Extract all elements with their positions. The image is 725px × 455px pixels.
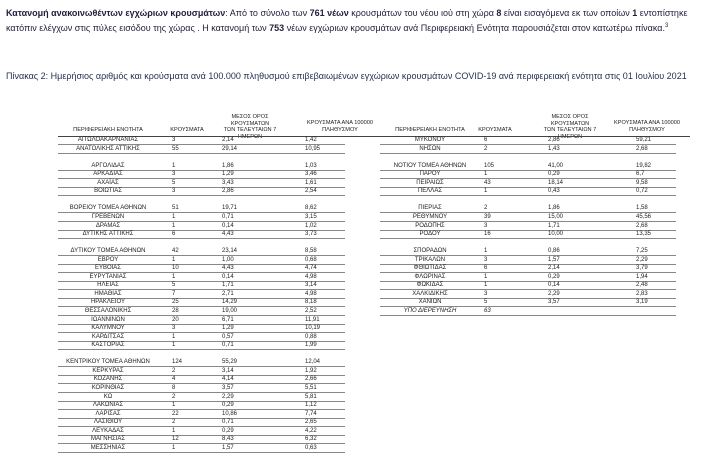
cell-cases: 3	[484, 290, 488, 297]
cell-avg: 4,43	[222, 231, 234, 238]
cell-cases: 1	[172, 333, 176, 340]
cell-cases: 20	[172, 316, 179, 323]
cell-avg: 0,71	[222, 213, 234, 220]
cell-avg: 3,43	[222, 179, 234, 186]
cell-name: ΚΟΡΙΝΘΙΑΣ	[91, 384, 125, 391]
cell-cases: 10	[172, 265, 179, 272]
cell-cases: 124	[172, 359, 183, 366]
cell-cases: 1	[172, 222, 176, 229]
cell-avg: 2,86	[222, 188, 234, 195]
cell-cases: 42	[172, 248, 179, 255]
cell-avg: 0,14	[548, 282, 560, 289]
cell-cases: 6	[172, 231, 176, 238]
cell-per: 4,74	[305, 265, 317, 272]
intro-text-2: κρουσμάτων του νέου ιού στη χώρα	[348, 8, 497, 18]
cell-name: ΝΟΤΙΟΥ ΤΟΜΕΑ ΑΘΗΝΩΝ	[393, 162, 467, 169]
cell-cases: 28	[172, 308, 179, 314]
cell-name: ΒΟΙΩΤΙΑΣ	[94, 188, 122, 195]
cell-avg: 19,00	[222, 308, 238, 314]
cell-cases: 1	[484, 282, 488, 289]
cell-per: 7,74	[305, 410, 317, 417]
cell-name: ΠΕΛΛΑΣ	[417, 188, 443, 195]
cell-cases: 12	[172, 436, 179, 443]
cell-per: 2,54	[305, 188, 317, 195]
cell-avg: 0,14	[222, 222, 234, 229]
cell-name: ΑΡΓΟΛΙΔΑΣ	[91, 162, 125, 169]
cell-per: 45,56	[636, 213, 652, 220]
cell-cases: 8	[172, 384, 176, 391]
cell-per: 2,66	[305, 376, 317, 383]
cell-cases: 1	[172, 162, 176, 169]
cell-avg: 41,00	[548, 162, 564, 169]
cell-per: 11,91	[305, 316, 320, 323]
cell-avg: 8,43	[222, 436, 234, 443]
cell-cases: 2	[172, 367, 176, 374]
cell-cases: 1	[172, 342, 176, 349]
footnote-marker: 3	[664, 23, 669, 29]
cell-avg: 10,00	[548, 231, 564, 238]
cell-per: 1,03	[305, 162, 317, 169]
header-per-line2: ΠΛΗΘΥΣΜΟΥ	[322, 126, 358, 133]
header-unit-left: ΠΕΡΙΦΕΡΕΙΑΚΗ ΕΝΟΤΗΤΑ	[73, 127, 143, 133]
cell-avg: 19,71	[222, 205, 238, 212]
cell-name: ΒΟΡΕΙΟΥ ΤΟΜΕΑ ΑΘΗΝΩΝ	[69, 205, 147, 212]
cell-name: ΗΛΕΙΑΣ	[97, 282, 119, 289]
cell-per: 0,88	[305, 333, 317, 340]
cell-per: 4,98	[305, 273, 317, 280]
cell-per: 6,7	[636, 171, 645, 178]
cell-avg: 1,57	[222, 444, 234, 451]
cell-name: ΗΡΑΚΛΕΙΟΥ	[90, 299, 126, 306]
cell-cases: 6	[484, 137, 488, 143]
intro-text-1: : Από το σύνολο των	[225, 8, 310, 18]
cell-name: ΚΕΡΚΥΡΑΣ	[92, 367, 124, 374]
cell-per: 3,14	[305, 282, 317, 289]
cell-avg: 2,14	[548, 265, 560, 272]
cell-per: 2,29	[636, 256, 648, 263]
cell-per: 1,02	[305, 222, 317, 229]
cell-per: 1,12	[305, 402, 317, 409]
cell-per: 12,04	[305, 359, 321, 366]
row-divider	[380, 315, 676, 316]
cell-avg: 1,86	[222, 162, 234, 169]
cell-avg: 1,29	[222, 171, 234, 178]
header-avg-line1: ΜΕΣΟΣ ΟΡΟΣ ΚΡΟΥΣΜΑΤΩΝ	[550, 114, 590, 127]
cell-name: ΜΕΣΣΗΝΙΑΣ	[90, 444, 126, 451]
cell-per: 2,48	[636, 282, 648, 289]
cell-name: ΘΕΣΣΑΛΟΝΙΚΗΣ	[84, 308, 132, 314]
header-per-line2: ΠΛΗΘΥΣΜΟΥ	[629, 126, 665, 133]
cell-name: ΡΕΘΥΜΝΟΥ	[412, 213, 448, 220]
cell-avg: 1,43	[548, 145, 560, 152]
cell-name: ΜΥΚΟΝΟΥ	[414, 137, 446, 143]
cell-per: 3,73	[305, 231, 317, 238]
cell-per: 10,95	[305, 145, 321, 152]
cell-name: ΦΘΙΩΤΙΔΑΣ	[413, 265, 447, 272]
cell-name: ΚΩ	[103, 393, 113, 400]
cell-name: ΜΑΓΝΗΣΙΑΣ	[90, 436, 126, 443]
cell-name: ΑΝΑΤΟΛΙΚΗΣ ΑΤΤΙΚΗΣ	[76, 145, 140, 152]
cell-cases: 1	[172, 402, 176, 409]
cell-name: ΧΑΛΚΙΔΙΚΗΣ	[412, 290, 448, 297]
cell-cases: 2	[172, 393, 176, 400]
cell-avg: 10,86	[222, 410, 238, 417]
cell-per: 9,58	[636, 179, 648, 186]
header-unit-right: ΠΕΡΙΦΕΡΕΙΑΚΗ ΕΝΟΤΗΤΑ	[395, 127, 465, 133]
header-cases-left: ΚΡΟΥΣΜΑΤΑ	[170, 127, 204, 133]
cell-cases: 3	[172, 171, 176, 178]
cell-name: ΓΡΕΒΕΝΩΝ	[91, 213, 125, 220]
row-divider	[380, 195, 676, 196]
cell-per: 19,82	[636, 162, 652, 169]
cell-cases: 3	[484, 256, 488, 263]
cell-per: 8,18	[305, 299, 317, 306]
cell-per: 5,51	[305, 384, 317, 391]
cell-name: ΣΠΟΡΑΔΩΝ	[413, 248, 447, 255]
cell-avg: 2,29	[222, 393, 234, 400]
header-avg-line1: ΜΕΣΟΣ ΟΡΟΣ ΚΡΟΥΣΜΑΤΩΝ	[230, 114, 270, 127]
cell-cases: 1	[172, 213, 176, 220]
cell-avg: 1,71	[548, 222, 560, 229]
header-cases-right: ΚΡΟΥΣΜΑΤΑ	[478, 127, 512, 133]
header-avg-line2: ΤΩΝ ΤΕΛΕΥΤΑΙΩΝ 7	[223, 127, 277, 133]
cell-avg: 0,29	[548, 273, 560, 280]
cell-per: 4,22	[305, 427, 317, 434]
intro-text-5: νέων εγχώριων κρουσμάτων ανά Περιφερειακή Ενότητα παρουσιάζεται στον κατωτέρω πίνακα.	[284, 23, 665, 33]
cell-avg: 1,29	[222, 325, 234, 332]
cell-per: 8,62	[305, 205, 317, 212]
cell-cases: 3	[172, 137, 176, 143]
cell-name: ΔΥΤΙΚΟΥ ΤΟΜΕΑ ΑΘΗΝΩΝ	[70, 248, 146, 255]
cell-cases: 25	[172, 299, 179, 306]
cell-cases: 22	[172, 410, 179, 417]
cell-per: 1,58	[636, 205, 648, 212]
cell-avg: 1,86	[548, 205, 560, 212]
cell-avg: 0,71	[222, 419, 234, 426]
cell-cases: 3	[172, 188, 176, 195]
cell-avg: 0,29	[548, 171, 560, 178]
cell-name: ΛΕΥΚΑΔΑΣ	[92, 427, 124, 434]
cell-per: 1,92	[305, 367, 317, 374]
cell-cases: 6	[484, 265, 488, 272]
cell-per: 2,65	[305, 419, 317, 426]
header-avg-line3: ΗΜΕΡΩΝ	[557, 133, 583, 140]
cell-avg: 1,57	[548, 256, 560, 263]
cell-cases: 7	[172, 290, 176, 297]
header-per-line1: ΚΡΟΥΣΜΑΤΑ ΑΝΑ 100000	[307, 120, 373, 126]
cell-cases: 51	[172, 205, 179, 212]
cell-cases: 1	[172, 444, 176, 451]
cell-cases: 1	[172, 256, 176, 263]
row-divider	[58, 238, 345, 239]
cell-cases: 3	[172, 325, 176, 332]
cell-avg: 6,71	[222, 316, 234, 323]
intro-bold-lead: Κατανομή ανακοινωθέντων εγχώριων κρουσμάτων	[6, 8, 226, 18]
cell-avg: 3,14	[222, 367, 234, 374]
cell-name: ΡΟΔΟΠΗΣ	[415, 222, 445, 229]
cell-name: ΔΡΑΜΑΣ	[95, 222, 121, 229]
cell-avg: 2,86	[548, 137, 560, 143]
cell-per: 3,46	[305, 171, 317, 178]
cell-name: ΕΥΡΥΤΑΝΙΑΣ	[89, 273, 127, 280]
cell-cases: 5	[172, 282, 176, 289]
cell-per: 0,63	[305, 444, 317, 451]
intro-imported-cases: 8	[496, 8, 502, 18]
cell-cases: 1	[484, 188, 488, 195]
cell-per: 1,42	[305, 137, 317, 143]
cell-cases: 1	[484, 273, 488, 280]
intro-text-4: εντοπίστηκε κατόπιν ελέγχων στις πύλες εισόδου της χώρας . Η κατανομή των	[6, 8, 688, 33]
cell-per: 5,81	[305, 393, 317, 400]
row-divider	[380, 153, 676, 154]
cell-per: 8,58	[305, 248, 317, 255]
cell-per: 13,35	[636, 231, 652, 238]
cell-cases: 2	[172, 419, 176, 426]
cell-avg: 18,14	[548, 179, 564, 186]
cell-avg: 2,14	[222, 137, 234, 143]
cell-per: 3,15	[305, 213, 317, 220]
cell-per: 4,98	[305, 290, 317, 297]
cell-cases: 2	[484, 145, 488, 152]
cell-cases: 1	[172, 427, 176, 434]
cell-per: 2,68	[636, 145, 648, 152]
cell-per: 1,99	[305, 342, 317, 349]
cell-avg: 3,57	[222, 384, 234, 391]
row-divider	[380, 238, 676, 239]
cell-cases: 63	[484, 308, 491, 314]
cell-name: ΔΥΤΙΚΗΣ ΑΤΤΙΚΗΣ	[82, 231, 134, 238]
cell-avg: 55,29	[222, 359, 238, 366]
cell-avg: 1,00	[222, 256, 234, 263]
cell-per: 0,68	[305, 256, 317, 263]
cell-per: 7,25	[636, 248, 648, 255]
cell-per: 1,61	[305, 179, 317, 186]
cell-name: ΑΡΚΑΔΙΑΣ	[93, 171, 123, 178]
cell-cases: 105	[484, 162, 495, 169]
cell-avg: 2,71	[222, 290, 234, 297]
cell-cases: 2	[484, 205, 488, 212]
cell-name: ΠΙΕΡΙΑΣ	[418, 205, 442, 212]
cell-per: 10,19	[305, 325, 321, 332]
cell-cases: 1	[172, 273, 176, 280]
header-per-line1: ΚΡΟΥΣΜΑΤΑ ΑΝΑ 100000	[614, 120, 680, 126]
cell-name: ΕΒΡΟΥ	[97, 256, 119, 263]
cell-name: ΥΠΟ ΔΙΕΡΕΥΝΗΣΗ	[403, 308, 457, 314]
cell-name: ΚΟΖΑΝΗΣ	[93, 376, 123, 383]
cell-name: ΤΡΙΚΑΛΩΝ	[414, 256, 446, 263]
intro-text-3: είναι εισαγόμενα εκ των οποίων	[501, 8, 633, 18]
cell-cases: 4	[172, 376, 176, 383]
cell-avg: 0,57	[222, 333, 234, 340]
cell-name: ΡΟΔΟΥ	[419, 231, 441, 238]
cell-avg: 0,43	[548, 188, 560, 195]
cell-per: 1,94	[636, 273, 648, 280]
cell-name: ΝΗΣΩΝ	[419, 145, 441, 152]
cell-avg: 4,43	[222, 265, 234, 272]
cell-avg: 0,14	[222, 273, 234, 280]
row-divider	[58, 153, 345, 154]
cell-name: ΑΙΤΩΛΟΑΚΑΡΝΑΝΙΑΣ	[77, 137, 139, 143]
cell-name: ΛΑΚΩΝΙΑΣ	[92, 402, 124, 409]
cell-cases: 1	[484, 248, 488, 255]
cell-avg: 1,71	[222, 282, 234, 289]
cell-cases: 16	[484, 231, 491, 238]
cell-per: 2,52	[305, 308, 317, 314]
cell-avg: 0,86	[548, 248, 560, 255]
cell-cases: 3	[484, 222, 488, 229]
cell-name: ΠΕΙΡΑΙΩΣ	[416, 179, 444, 186]
cell-avg: 23,14	[222, 248, 238, 255]
cell-per: 3,79	[636, 265, 648, 272]
cell-cases: 1	[484, 171, 488, 178]
cell-name: ΧΑΝΙΩΝ	[418, 299, 442, 306]
cell-per: 0,72	[636, 188, 648, 195]
header-per-right	[606, 120, 688, 133]
cell-avg: 14,29	[222, 299, 238, 306]
cell-avg: 4,14	[222, 376, 234, 383]
cell-per: 2,83	[636, 290, 648, 297]
header-avg-line3: ΗΜΕΡΩΝ	[237, 133, 263, 140]
cell-avg: 0,29	[222, 427, 234, 434]
cell-per: 3,19	[636, 299, 648, 306]
cell-name: ΚΑΣΤΟΡΙΑΣ	[91, 342, 125, 349]
cell-cases: 43	[484, 179, 491, 186]
cell-avg: 0,71	[222, 342, 234, 349]
cell-name: ΛΑΡΙΣΑΣ	[95, 410, 121, 417]
cell-per: 6,32	[305, 436, 317, 443]
cell-cases: 39	[484, 213, 491, 220]
cell-per: 2,68	[636, 222, 648, 229]
cell-per: 59,21	[636, 137, 652, 143]
cell-avg: 2,29	[548, 290, 560, 297]
cell-cases: 5	[172, 179, 176, 186]
cell-name: ΚΑΡΔΙΤΣΑΣ	[91, 333, 125, 340]
row-divider	[58, 349, 345, 350]
header-avg-line2: ΤΩΝ ΤΕΛΕΥΤΑΙΩΝ 7	[543, 127, 597, 133]
intro-border-cases: 1	[632, 8, 638, 18]
cell-avg: 29,14	[222, 145, 238, 152]
cell-avg: 3,57	[548, 299, 560, 306]
cell-avg: 15,00	[548, 213, 564, 220]
row-divider	[58, 452, 345, 453]
cell-name: ΚΑΛΥΜΝΟΥ	[91, 325, 125, 332]
cell-name: ΦΛΩΡΙΝΑΣ	[414, 273, 446, 280]
cell-name: ΛΑΣΙΘΙΟΥ	[93, 419, 123, 426]
cell-name: ΙΩΑΝΝΙΝΩΝ	[91, 316, 125, 323]
intro-local-cases: 753	[269, 23, 285, 33]
cell-cases: 5	[484, 299, 488, 306]
cell-name: ΦΩΚΙΔΑΣ	[416, 282, 444, 289]
cell-cases: 55	[172, 145, 179, 152]
cell-name: ΗΜΑΘΙΑΣ	[94, 290, 122, 297]
header-per-left	[300, 120, 380, 133]
cell-name: ΠΑΡΟΥ	[419, 171, 441, 178]
cell-name: ΑΧΑΪΑΣ	[97, 179, 119, 186]
cell-avg: 0,29	[222, 402, 234, 409]
row-divider	[58, 195, 345, 196]
cell-name: ΕΥΒΟΙΑΣ	[94, 265, 122, 272]
table-caption: Πίνακας 2: Ημερήσιος αριθμός και κρούσματα ανά 100.000 πληθυσμού επιβεβαιωμένων εγχώριων κρουσμάτων COVID-19 ανά περιφερειακή ενότητα στις 01 Ιουλίου 2021	[6, 71, 687, 81]
cell-name: ΚΕΝΤΡΙΚΟΥ ΤΟΜΕΑ ΑΘΗΝΩΝ	[66, 359, 150, 366]
intro-total-cases: 761 νέων	[309, 8, 349, 18]
